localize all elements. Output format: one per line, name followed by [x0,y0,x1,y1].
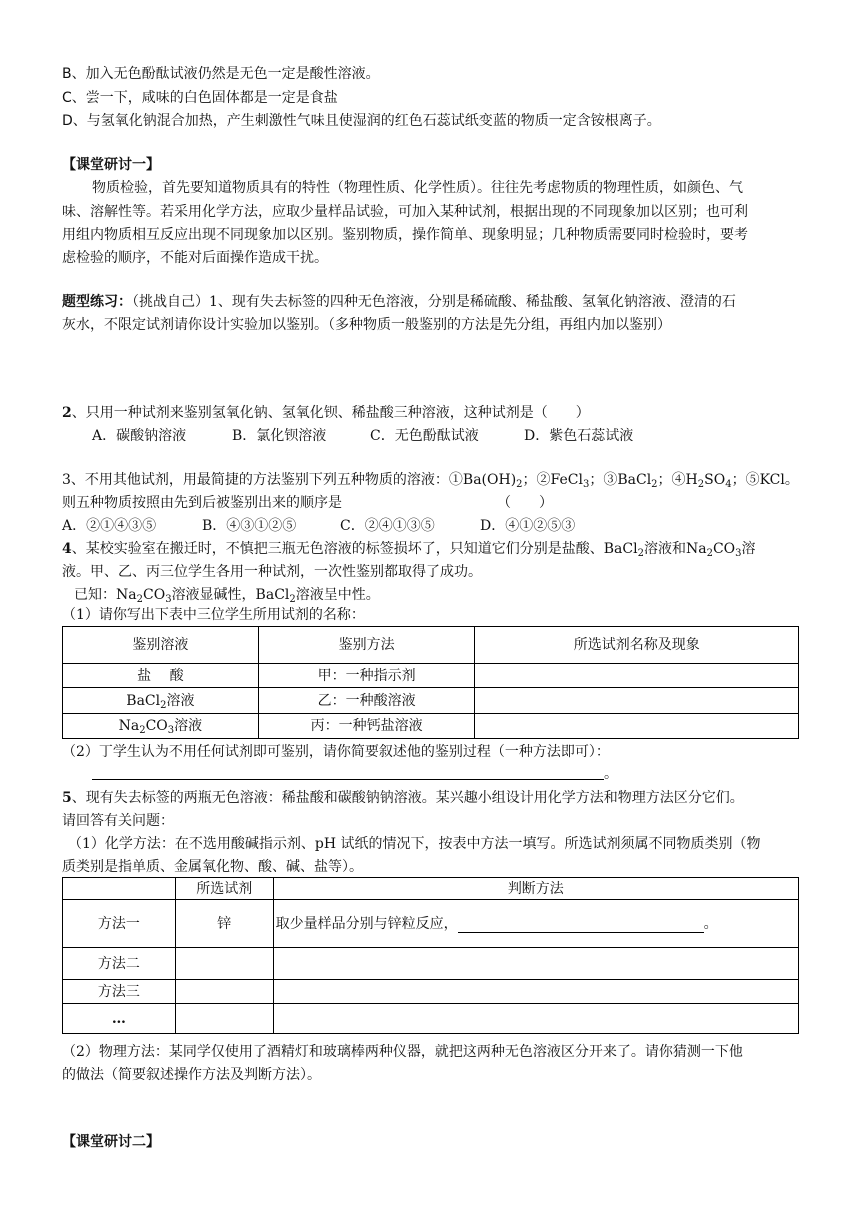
method-table [62,877,799,1034]
answer-cell[interactable] [273,980,798,1004]
question-4-known: 已知：$Na_2CO_3$溶液显碱性，BaCl$_2$溶液呈中性。 [74,587,380,605]
question-1-line-1: 题型练习：（挑战自己）1、现有失去标签的四种无色溶液，分别是稀硫酸、稀盐酸、氢氧化钠溶液、澄清的石 [62,294,736,310]
table-row [63,1004,799,1034]
practice-label: 题型练习： [62,294,132,310]
question-5-line-1: 5、现有失去标签的两瓶无色溶液：稀盐酸和碳酸钠钠溶液。某兴趣小组设计用化学方法和物理方法区分它们。 [62,790,744,806]
q2-option-b: B．氯化钡溶液 [232,428,327,444]
answer-cell[interactable] [175,1004,273,1034]
section-heading-1: 【课堂研讨一】 [62,157,160,173]
q2-option-c: C．无色酚酞试液 [370,428,479,444]
q2-option-d: D．紫色石蕊试液 [524,428,634,444]
answer-cell[interactable] [475,664,799,688]
answer-cell[interactable] [475,714,799,739]
question-3-line-1: 3、不用其他试剂，用最简捷的方法鉴别下列五种物质的溶液：$①Ba(OH)_2$；②FeCl$_3$；③BaCl$_2$；$④H_2SO_4$；⑤KCl。 [62,472,799,490]
question-3-answer-paren: （ ） [497,495,553,511]
question-5-sub-2a: （2）物理方法：某同学仅使用了酒精灯和玻璃棒两种仪器，就把这两种无色溶液区分开来了。请你猜测一下他 [62,1044,743,1060]
option-c-line: C、尝一下，咸味的白色固体都是一定是食盐 [62,90,338,106]
table-row [63,980,799,1004]
table-header-cell: 所选试剂 [175,878,273,900]
table-row [63,688,799,714]
answer-cell[interactable] [273,1004,798,1034]
table-cell: 方法二 [63,948,176,980]
question-1-line-2: 灰水，不限定试剂请你设计实验加以鉴别。（多种物质一般鉴别的方法是先分组，再组内加以鉴别） [62,317,671,333]
table-cell: BaCl$_2$溶液 [63,688,259,714]
reagent-table [62,626,799,739]
table-row [63,664,799,688]
answer-period: 。 [604,766,618,782]
table-cell: 乙：一种酸溶液 [258,688,475,714]
question-3-line-2: 则五种物质按照由先到后被鉴别出来的顺序是 [62,495,342,511]
table-cell: 取少量样品分别与锌粒反应， 。 [273,900,798,948]
table-header-cell: 判断方法 [273,878,798,900]
table-header-row [63,627,799,664]
question-5-sub-1b: 质类别是指单质、金属氧化物、酸、碱、盐等）。 [62,859,363,875]
question-5-sub-2b: 的做法（简要叙述操作方法及判断方法）。 [62,1067,321,1083]
table-cell: … [63,1004,176,1034]
table-cell: $Na_2CO_3$溶液 [63,714,259,739]
answer-cell[interactable] [175,948,273,980]
section1-para-line-2: 味、溶解性等。若采用化学方法，应取少量样品试验，可加入某种试剂，根据出现的不同现象加以区别；也可利 [62,204,748,220]
table-cell: 锌 [175,900,273,948]
option-b-line: B、加入无色酚酞试液仍然是无色一定是酸性溶液。 [62,66,380,82]
q3-option-a: A．②①④③⑤ [62,518,157,534]
table-row [63,900,799,948]
question-4-line-1: 4、某校实验室在搬迁时，不慎把三瓶无色溶液的标签损坏了，只知道它们分别是盐酸、BaCl$_2$溶液和$Na_2CO_3$溶 [62,541,756,559]
table-row [63,948,799,980]
q3-option-d: D．④①②⑤③ [480,518,576,534]
section1-para-line-3: 用组内物质相互反应出现不同现象加以区别。鉴别物质，操作简单、现象明显；几种物质需要同时检验时，要考 [62,227,748,243]
q3-option-b: B．④③①②⑤ [202,518,297,534]
table-cell: 甲：一种指示剂 [258,664,475,688]
answer-cell[interactable] [475,688,799,714]
table-header-cell [63,878,176,900]
answer-blank-line[interactable] [92,779,604,780]
table-row [63,714,799,739]
section1-para-line-1: 物质检验，首先要知道物质具有的特性（物理性质、化学性质）。往往先考虑物质的物理性质，如颜色、气 [92,180,743,196]
table-cell: 盐 酸 [63,664,259,688]
section-heading-2: 【课堂研讨二】 [62,1134,160,1150]
table-header-cell: 鉴别溶液 [63,627,259,664]
answer-blank-line[interactable] [458,918,704,933]
q2-option-a: A．碳酸钠溶液 [92,428,187,444]
question-4-line-2: 液。甲、乙、丙三位学生各用一种试剂，一次性鉴别都取得了成功。 [62,564,482,580]
question-4-sub-1: （1）请你写出下表中三位学生所用试剂的名称： [62,607,365,623]
answer-cell[interactable] [175,980,273,1004]
section1-para-line-4: 虑检验的顺序，不能对后面操作造成干扰。 [62,250,328,266]
table-header-row [63,878,799,900]
table-header-cell: 鉴别方法 [258,627,475,664]
table-cell: 丙：一种钙盐溶液 [258,714,475,739]
table-header-cell: 所选试剂名称及现象 [475,627,799,664]
question-5-sub-1a: （1）化学方法：在不选用酸碱指示剂、pH 试纸的情况下，按表中方法一填写。所选试剂须属不同物质类别（物 [68,836,761,852]
q3-option-c: C．②④①③⑤ [340,518,435,534]
question-4-sub-2: （2）丁学生认为不用任何试剂即可鉴别，请你简要叙述他的鉴别过程（一种方法即可）： [62,744,610,760]
answer-cell[interactable] [273,948,798,980]
table-cell: 方法三 [63,980,176,1004]
question-5-line-2: 请回答有关问题： [62,813,174,829]
option-d-line: D、与氢氧化钠混合加热，产生刺激性气味且使湿润的红色石蕊试纸变蓝的物质一定含铵根离子。 [62,113,661,129]
table-cell: 方法一 [63,900,176,948]
question-2: 2、只用一种试剂来鉴别氢氧化钠、氢氧化钡、稀盐酸三种溶液，这种试剂是（ ） [62,405,590,421]
